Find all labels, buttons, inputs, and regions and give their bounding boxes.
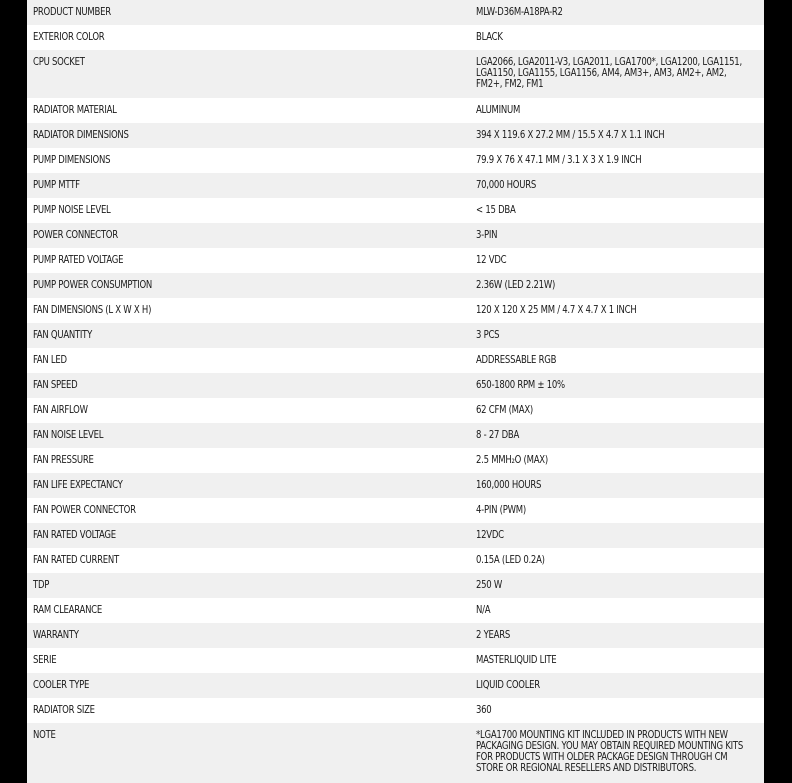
spec-label: CPU SOCKET [33,55,85,68]
spec-value-text: MASTERLIQUID LITE [476,653,557,666]
spec-value [470,673,764,690]
spec-label: FAN RATED VOLTAGE [33,528,116,541]
spec-row-fan-power-connector [27,498,764,523]
spec-row-fan-rated-voltage [27,523,764,548]
spec-value [470,473,764,490]
spec-value [470,498,764,515]
spec-label: PUMP DIMENSIONS [33,153,111,166]
spec-row-fan-noise-level [27,423,764,448]
spec-value-text: 8 - 27 DBA [476,428,520,441]
spec-row-pump-dimensions [27,148,764,173]
spec-value-text: 2.36W (LED 2.21W) [476,278,556,291]
spec-value-text: 0.15A (LED 0.2A) [476,553,545,566]
spec-row-pump-mttf [27,173,764,198]
spec-value [470,423,764,440]
spec-label: FAN LIFE EXPECTANCY [33,478,123,491]
spec-value-text: 650-1800 RPM ± 10% [476,378,565,391]
spec-value [470,548,764,565]
spec-value [470,98,764,115]
spec-value [470,323,764,340]
spec-row-radiator-dimensions [27,123,764,148]
spec-label: FAN RATED CURRENT [33,553,119,566]
spec-value-text: 12VDC [476,528,504,541]
spec-value [470,50,764,89]
spec-value [470,25,764,42]
spec-label: PUMP MTTF [33,178,80,191]
spec-row-radiator-size [27,698,764,723]
spec-value [470,373,764,390]
spec-value [470,698,764,715]
spec-label: RAM CLEARANCE [33,603,102,616]
spec-value-text: LIQUID COOLER [476,678,540,691]
spec-label: RADIATOR DIMENSIONS [33,128,129,141]
spec-value [470,223,764,240]
spec-value-text: *LGA1700 MOUNTING KIT INCLUDED IN PRODUCTS WITH NEW PACKAGING DESIGN. YOU MAY OBTAIN REQUIRED MOUNTING KITS FOR PRODUCTS WITH OLDER PACKAGE DESIGN THROUGH CM STORE OR REGIONAL RESELLERS AND DISTRIBUTORS. [476,728,743,774]
spec-row-ram-clearance [27,598,764,623]
spec-label: FAN POWER CONNECTOR [33,503,136,516]
spec-label: FAN NOISE LEVEL [33,428,104,441]
spec-row-power-connector [27,223,764,248]
spec-label: FAN QUANTITY [33,328,93,341]
spec-value [470,248,764,265]
spec-row-radiator-material [27,98,764,123]
spec-value-text: ALUMINUM [476,103,521,116]
spec-value [470,398,764,415]
spec-value-text: 120 X 120 X 25 MM / 4.7 X 4.7 X 1 INCH [476,303,637,316]
spec-row-fan-led [27,348,764,373]
spec-label: PUMP RATED VOLTAGE [33,253,124,266]
spec-label: PRODUCT NUMBER [33,5,111,18]
spec-row-fan-airflow [27,398,764,423]
spec-row-cooler-type [27,673,764,698]
spec-label: POWER CONNECTOR [33,228,118,241]
spec-value [470,573,764,590]
spec-label: RADIATOR MATERIAL [33,103,117,116]
spec-value-text: 4-PIN (PWM) [476,503,526,516]
spec-row-fan-life-expectancy [27,473,764,498]
spec-label: FAN AIRFLOW [33,403,88,416]
spec-value-text: 79.9 X 76 X 47.1 MM / 3.1 X 3 X 1.9 INCH [476,153,642,166]
spec-value-text: MLW-D36M-A18PA-R2 [476,5,563,18]
spec-value [470,448,764,465]
spec-value [470,148,764,165]
spec-value [470,598,764,615]
spec-value-text: ADDRESSABLE RGB [476,353,557,366]
spec-value-text: 70,000 HOURS [476,178,537,191]
spec-label: WARRANTY [33,628,79,641]
spec-label: FAN DIMENSIONS (L X W X H) [33,303,152,316]
spec-label: FAN PRESSURE [33,453,94,466]
spec-row-tdp [27,573,764,598]
spec-row-note [27,723,764,783]
spec-value [470,273,764,290]
spec-row-fan-quantity [27,323,764,348]
spec-value-text: N/A [476,603,491,616]
spec-value [470,123,764,140]
spec-row-fan-pressure [27,448,764,473]
spec-table [27,0,764,783]
spec-value-text: BLACK [476,30,503,43]
spec-value-text: 160,000 HOURS [476,478,542,491]
spec-value-text: 3 PCS [476,328,500,341]
spec-row-fan-speed [27,373,764,398]
spec-value-text: 394 X 119.6 X 27.2 MM / 15.5 X 4.7 X 1.1 INCH [476,128,665,141]
spec-row-fan-dimensions [27,298,764,323]
spec-value [470,623,764,640]
spec-label: FAN LED [33,353,67,366]
spec-row-warranty [27,623,764,648]
spec-row-cpu-socket [27,50,764,98]
spec-row-pump-noise-level [27,198,764,223]
spec-label: RADIATOR SIZE [33,703,95,716]
spec-label: EXTERIOR COLOR [33,30,105,43]
spec-row-fan-rated-current [27,548,764,573]
spec-value [470,198,764,215]
spec-value [470,173,764,190]
spec-label: SERIE [33,653,57,666]
spec-value-text: 360 [476,703,492,716]
spec-value-text: 3-PIN [476,228,498,241]
spec-label: COOLER TYPE [33,678,90,691]
spec-label: PUMP POWER CONSUMPTION [33,278,153,291]
spec-value-text: LGA2066, LGA2011-V3, LGA2011, LGA1700*, LGA1200, LGA1151, LGA1150, LGA1155, LGA1156, AM4, AM3+, AM3, AM2+, AM2, FM2+, FM2, FM1 [476,55,742,90]
spec-value [470,723,764,773]
spec-label: TDP [33,578,50,591]
spec-row-pump-rated-voltage [27,248,764,273]
spec-row-product-number [27,0,764,25]
spec-label: NOTE [33,728,56,741]
spec-value [470,523,764,540]
spec-label: PUMP NOISE LEVEL [33,203,111,216]
spec-value [470,0,764,17]
spec-label: FAN SPEED [33,378,78,391]
spec-row-serie [27,648,764,673]
spec-value-text: 12 VDC [476,253,507,266]
spec-value-text: 250 W [476,578,503,591]
spec-value-text: 62 CFM (MAX) [476,403,533,416]
spec-row-pump-power-consumption [27,273,764,298]
spec-value-text: < 15 DBA [476,203,516,216]
spec-value [470,648,764,665]
spec-value [470,298,764,315]
spec-value-text: 2 YEARS [476,628,511,641]
spec-value-text: 2.5 MMH₂O (MAX) [476,453,548,466]
spec-row-exterior-color [27,25,764,50]
spec-value [470,348,764,365]
